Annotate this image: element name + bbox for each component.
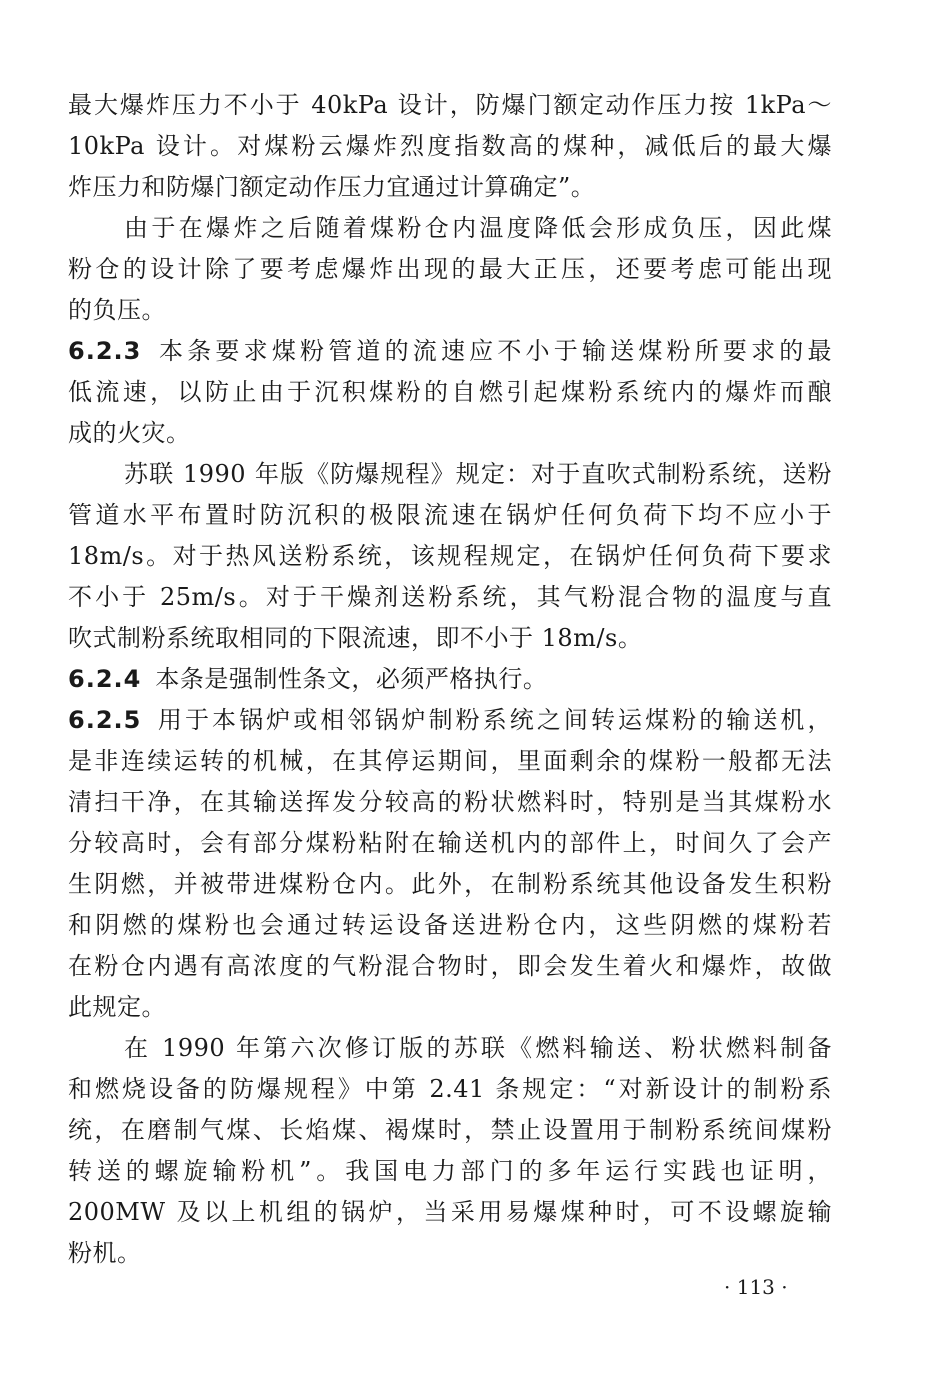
text-line: 粉仓的设计除了要考虑爆炸出现的最大正压，还要考虑可能出现: [68, 255, 832, 283]
text-line: 低流速，以防止由于沉积煤粉的自燃引起煤粉系统内的爆炸而酿: [68, 378, 832, 406]
text-line: 统，在磨制气煤、长焰煤、褐煤时，禁止设置用于制粉系统间煤粉: [68, 1116, 832, 1144]
text-line: 管道水平布置时防沉积的极限流速在锅炉任何负荷下均不应小于: [68, 501, 832, 529]
paragraph-first-line: 在 1990 年第六次修订版的苏联《燃料输送、粉状燃料制备: [124, 1034, 832, 1062]
text-line: 吹式制粉系统取相同的下限流速，即不小于 18m/s。: [68, 624, 643, 652]
clause-6-2-4-line: [68, 659, 832, 699]
text-line: 在粉仓内遇有高浓度的气粉混合物时，即会发生着火和爆炸，故做: [68, 952, 832, 980]
clause-number: 6.2.5: [68, 706, 142, 734]
text-line: 清扫干净，在其输送挥发分较高的粉状燃料时，特别是当其煤粉水: [68, 788, 832, 816]
paragraph-first-line: 由于在爆炸之后随着煤粉仓内温度降低会形成负压，因此煤: [124, 214, 832, 242]
text-line: 转送的螺旋输粉机”。我国电力部门的多年运行实践也证明，: [68, 1157, 832, 1185]
text-line: 10kPa 设计。对煤粉云爆炸烈度指数高的煤种，减低后的最大爆: [68, 132, 832, 160]
text-line: 和燃烧设备的防爆规程》中第 2.41 条规定：“对新设计的制粉系: [68, 1075, 832, 1103]
paragraph-first-line: 苏联 1990 年版《防爆规程》规定：对于直吹式制粉系统，送粉: [124, 460, 832, 488]
clause-text: 用于本锅炉或相邻锅炉制粉系统之间转运煤粉的输送机，: [155, 706, 832, 734]
page-number: · 113 ·: [724, 1275, 788, 1299]
clause-6-2-5-line: [68, 700, 832, 740]
text-line: 生阴燃，并被带进煤粉仓内。此外，在制粉系统其他设备发生积粉: [68, 870, 832, 898]
text-line: 是非连续运转的机械，在其停运期间，里面剩余的煤粉一般都无法: [68, 747, 832, 775]
clause-number: 6.2.4: [68, 665, 142, 693]
text-line: 的负压。: [68, 296, 166, 324]
text-line: 分较高时，会有部分煤粉粘附在输送机内的部件上，时间久了会产: [68, 829, 832, 857]
text-line: 200MW 及以上机组的锅炉，当采用易爆煤种时，可不设螺旋输: [68, 1198, 832, 1226]
clause-text: 本条要求煤粉管道的流速应不小于输送煤粉所要求的最: [155, 337, 832, 365]
text-line: 不小于 25m/s。对于干燥剂送粉系统，其气粉混合物的温度与直: [68, 583, 832, 611]
text-line: 成的火灾。: [68, 419, 191, 447]
text-line: 最大爆炸压力不小于 40kPa 设计，防爆门额定动作压力按 1kPa～: [68, 91, 832, 119]
text-line: 18m/s。对于热风送粉系统，该规程规定，在锅炉任何负荷下要求: [68, 542, 832, 570]
clause-number: 6.2.3: [68, 337, 142, 365]
text-line: 粉机。: [68, 1239, 142, 1267]
text-line: 此规定。: [68, 993, 166, 1021]
text-line: 和阴燃的煤粉也会通过转运设备送进粉仓内，这些阴燃的煤粉若: [68, 911, 832, 939]
text-line: 炸压力和防爆门额定动作压力宜通过计算确定”。: [68, 173, 596, 201]
clause-text: 本条是强制性条文，必须严格执行。: [155, 665, 548, 693]
clause-6-2-3-line: [68, 331, 832, 371]
